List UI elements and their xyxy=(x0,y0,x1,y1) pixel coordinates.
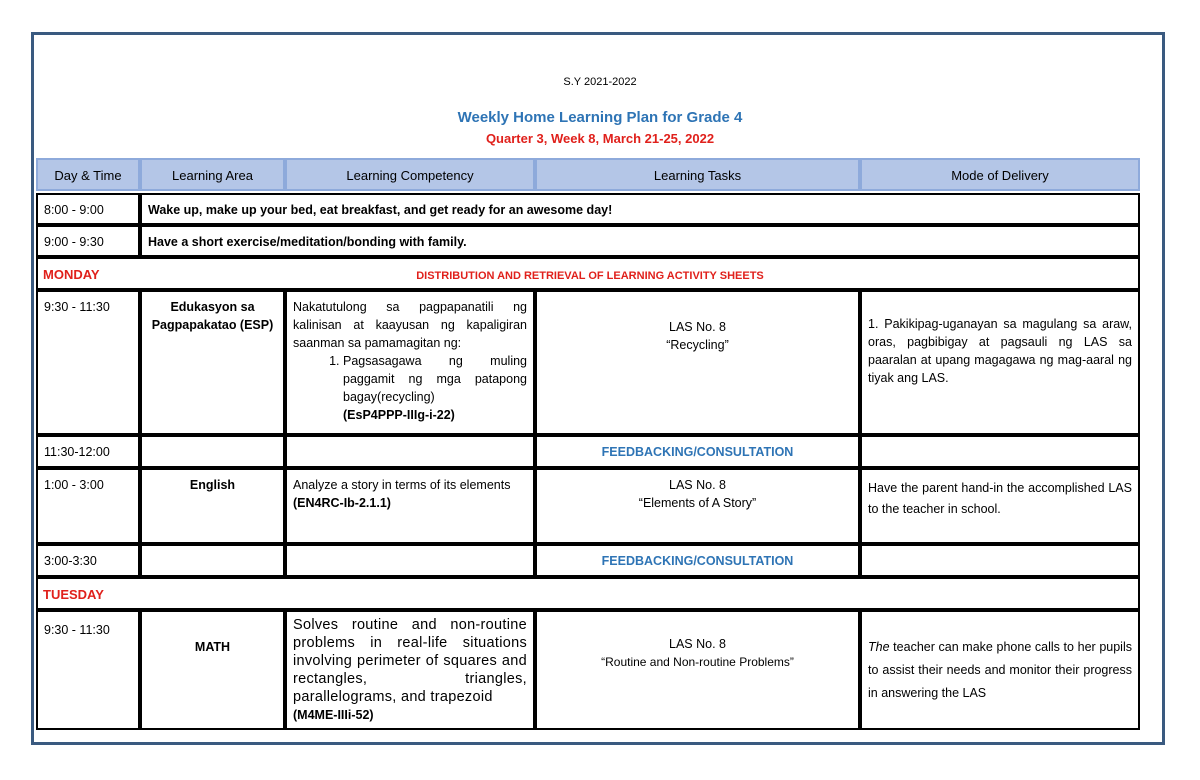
time-cell: 9:30 - 11:30 xyxy=(36,290,140,435)
col-header-learning-competency: Learning Competency xyxy=(285,158,535,191)
time-cell: 11:30-12:00 xyxy=(36,435,140,468)
empty-cell xyxy=(140,435,285,468)
time-cell: 3:00-3:30 xyxy=(36,544,140,577)
empty-cell xyxy=(140,544,285,577)
task-title: LAS No. 8 xyxy=(669,478,726,492)
time-cell: 9:30 - 11:30 xyxy=(36,610,140,730)
monday-row xyxy=(36,257,1140,290)
learning-tasks-cell xyxy=(535,468,860,544)
delivery-text: teacher can make phone calls to her pupils to assist their needs and monitor their progress in answering the LAS xyxy=(868,640,1132,700)
competency-list-item: 1. Pagsasagawa ng muling paggamit ng mga patapong bagay(recycling) xyxy=(343,352,527,406)
mode-of-delivery-cell: 1. Pakikipag-uganayan sa magulang sa araw, oras, pagbibigay at pagsauli ng LAS sa paaralan at upang magagawa ng mag-aaral ng tiyak ang LAS. xyxy=(860,290,1140,435)
competency-text: Analyze a story in terms of its elements xyxy=(293,478,511,492)
task-name: “Recycling” xyxy=(666,338,729,352)
learning-area-cell: MATH xyxy=(140,610,285,730)
col-header-mode-of-delivery: Mode of Delivery xyxy=(860,158,1140,191)
competency-code: (EN4RC-Ib-2.1.1) xyxy=(293,496,391,510)
time-cell: 9:00 - 9:30 xyxy=(36,225,140,257)
competency-text: Nakatutulong sa pagpapanatili ng kalinisan at kaayusan ng kapaligiran saanman sa pamamagitan ng: xyxy=(293,300,527,350)
day-label-tuesday: TUESDAY xyxy=(43,587,104,602)
school-year: S.Y 2021-2022 xyxy=(563,76,637,88)
plan-subtitle: Quarter 3, Week 8, March 21-25, 2022 xyxy=(485,131,715,146)
learning-area-cell: Edukasyon sa Pagpapakatao (ESP) xyxy=(140,290,285,435)
feedbacking-label: FEEDBACKING/CONSULTATION xyxy=(535,544,860,577)
activity-cell: Have a short exercise/meditation/bonding with family. xyxy=(140,225,1140,257)
time-cell: 8:00 - 9:00 xyxy=(36,193,140,225)
col-header-day-time: Day & Time xyxy=(36,158,140,191)
col-header-learning-area: Learning Area xyxy=(140,158,285,191)
learning-competency-cell xyxy=(285,290,535,435)
competency-list xyxy=(293,352,527,406)
learning-competency-cell xyxy=(285,468,535,544)
competency-code: (M4ME-IIIi-52) xyxy=(293,708,374,722)
col-header-learning-tasks: Learning Tasks xyxy=(535,158,860,191)
feedbacking-label: FEEDBACKING/CONSULTATION xyxy=(535,435,860,468)
plan-title: Weekly Home Learning Plan for Grade 4 xyxy=(457,109,743,126)
learning-tasks-cell xyxy=(535,610,860,730)
task-name: “Routine and Non-routine Problems” xyxy=(601,655,794,669)
distribution-note: DISTRIBUTION AND RETRIEVAL OF LEARNING ACTIVITY SHEETS xyxy=(416,270,764,282)
task-title: LAS No. 8 xyxy=(669,320,726,334)
empty-cell xyxy=(860,435,1140,468)
empty-cell xyxy=(860,544,1140,577)
empty-cell xyxy=(285,435,535,468)
task-name: “Elements of A Story” xyxy=(638,496,757,510)
competency-code: (EsP4PPP-IIIg-i-22) xyxy=(343,408,455,422)
learning-area-cell: English xyxy=(140,468,285,544)
day-label-monday: MONDAY xyxy=(43,267,100,282)
delivery-italic-word: The xyxy=(868,640,890,654)
time-cell: 1:00 - 3:00 xyxy=(36,468,140,544)
learning-tasks-cell xyxy=(535,290,860,435)
empty-cell xyxy=(285,544,535,577)
mode-of-delivery-cell xyxy=(860,610,1140,730)
task-title: LAS No. 8 xyxy=(669,637,726,651)
learning-competency-cell xyxy=(285,610,535,730)
mode-of-delivery-cell: Have the parent hand-in the accomplished LAS to the teacher in school. xyxy=(860,468,1140,544)
competency-text: Solves routine and non-routine problems in real-life situations involving perimeter of squares and rectangles, triangles, parallelograms, and trapezoid xyxy=(293,617,527,705)
activity-cell: Wake up, make up your bed, eat breakfast, and get ready for an awesome day! xyxy=(140,193,1140,225)
tuesday-row xyxy=(36,577,1140,610)
